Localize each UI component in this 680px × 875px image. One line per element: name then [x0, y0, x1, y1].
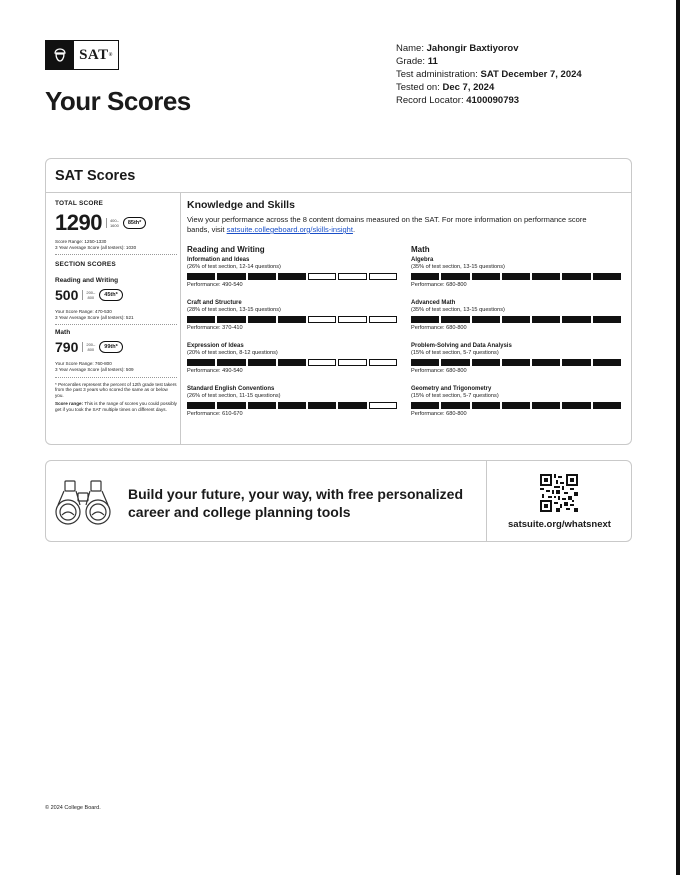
performance-bar-segment [308, 402, 336, 409]
qr-code-icon [540, 474, 578, 517]
rw-domains [187, 245, 397, 429]
planning-tools-banner [45, 460, 632, 542]
domain-performance: Performance: 610-670 [187, 411, 243, 417]
total-score-label: TOTAL SCORE [55, 200, 104, 207]
performance-bar-segment [532, 402, 560, 409]
card-divider [46, 192, 631, 193]
performance-bar [187, 402, 397, 409]
performance-bar-segment [441, 316, 469, 323]
domain-weight: (26% of test section, 12-14 questions) [187, 264, 281, 270]
section-scores-label: SECTION SCORES [55, 261, 116, 269]
domain-grid [187, 245, 627, 425]
performance-bar-segment [338, 402, 366, 409]
performance-bar-segment [593, 402, 621, 409]
performance-bar-segment [338, 316, 366, 323]
performance-bar [187, 273, 397, 280]
performance-bar-segment [278, 316, 306, 323]
performance-bar-segment [502, 316, 530, 323]
card-title: SAT Scores [55, 168, 136, 184]
performance-bar-segment [411, 316, 439, 323]
performance-bar-segment [532, 359, 560, 366]
math-domains [411, 245, 621, 429]
domain-weight: (26% of test section, 11-15 questions) [187, 393, 281, 399]
whatsnext-link[interactable]: satsuite.org/whatsnext [508, 519, 611, 530]
domain-performance: Performance: 680-800 [411, 282, 467, 288]
performance-bar-segment [411, 273, 439, 280]
math-domains-title: Math [411, 245, 430, 254]
performance-bar-segment [472, 402, 500, 409]
knowledge-skills-description: View your performance across the 8 content domains measured on the SAT. For more information on performance score bands, visit satsuite.collegeboard.org/skills-insight. [187, 215, 587, 234]
performance-bar-segment [593, 359, 621, 366]
performance-bar-segment [248, 402, 276, 409]
domain-weight: (20% of test section, 8-12 questions) [187, 350, 278, 356]
binoculars-icon [52, 477, 114, 532]
domain-weight: (35% of test section, 13-15 questions) [411, 307, 505, 313]
sat-logo [45, 40, 119, 70]
performance-bar-segment [217, 273, 245, 280]
performance-bar [411, 273, 621, 280]
performance-bar-segment [308, 359, 336, 366]
student-grade: Grade: 11 [396, 56, 438, 67]
tested-on: Tested on: Dec 7, 2024 [396, 82, 495, 93]
rw-domain-item [187, 300, 397, 343]
total-average: 3 Year Average Score (all testers): 1030 [55, 244, 137, 250]
rw-domain-item [187, 386, 397, 429]
performance-bar-segment [502, 359, 530, 366]
performance-bar-segment [308, 316, 336, 323]
total-score-scale: 400– 1600 [106, 218, 119, 228]
scores-column [55, 200, 177, 413]
domain-performance: Performance: 490-540 [187, 368, 243, 374]
performance-bar [411, 402, 621, 409]
rw-domain-item [187, 257, 397, 300]
rw-domain-item [187, 343, 397, 386]
domain-weight: (15% of test section, 5-7 questions) [411, 393, 499, 399]
performance-bar-segment [369, 402, 397, 409]
knowledge-skills-column [187, 199, 627, 425]
performance-bar-segment [187, 273, 215, 280]
performance-bar-segment [472, 316, 500, 323]
performance-bar-segment [593, 316, 621, 323]
math-score-row [55, 339, 177, 355]
performance-bar-segment [593, 273, 621, 280]
logo-wordmark: SAT ® [79, 46, 113, 63]
performance-bar-segment [562, 316, 590, 323]
math-domain-item [411, 343, 621, 386]
math-percentile-badge: 99th* [99, 341, 122, 353]
performance-bar-segment [248, 273, 276, 280]
performance-bar-segment [248, 316, 276, 323]
page-edge-bar [676, 0, 680, 875]
divider [55, 377, 177, 378]
total-score-value: 1290 [55, 210, 102, 235]
planning-tools-text: Build your future, your way, with free personalized career and college planning tools [128, 486, 464, 520]
math-domain-item [411, 300, 621, 343]
sat-scores-card [45, 158, 632, 445]
rw-score-value: 500 [55, 287, 79, 304]
rw-label: Reading and Writing [55, 277, 119, 285]
performance-bar-segment [369, 273, 397, 280]
performance-bar [187, 359, 397, 366]
domain-weight: (35% of test section, 13-15 questions) [411, 264, 505, 270]
domain-name: Standard English Conventions [187, 386, 275, 392]
performance-bar-segment [502, 402, 530, 409]
student-info [396, 42, 582, 107]
performance-bar-segment [441, 402, 469, 409]
rw-score-scale: 200– 800 [82, 290, 95, 300]
performance-bar-segment [278, 402, 306, 409]
student-name: Name: Jahongir Baxtiyorov [396, 43, 519, 54]
performance-bar-segment [187, 402, 215, 409]
performance-bar-segment [217, 359, 245, 366]
performance-bar [411, 359, 621, 366]
performance-bar-segment [187, 316, 215, 323]
domain-weight: (28% of test section, 13-15 questions) [187, 307, 281, 313]
performance-bar-segment [441, 359, 469, 366]
math-domain-list [411, 257, 621, 429]
performance-bar-segment [217, 316, 245, 323]
performance-bar-segment [411, 402, 439, 409]
performance-bar-segment [562, 359, 590, 366]
total-percentile-badge: 85th* [123, 217, 146, 229]
divider [55, 324, 177, 325]
math-average: 3 Year Average Score (all testers): 509 [55, 366, 134, 372]
performance-bar-segment [369, 359, 397, 366]
column-divider [180, 193, 181, 445]
performance-bar-segment [248, 359, 276, 366]
rw-domain-list [187, 257, 397, 429]
performance-bar-segment [308, 273, 336, 280]
performance-bar-segment [369, 316, 397, 323]
performance-bar-segment [338, 273, 366, 280]
domain-weight: (15% of test section, 5-7 questions) [411, 350, 499, 356]
performance-bar-segment [472, 273, 500, 280]
domain-name: Geometry and Trigonometry [411, 386, 492, 392]
domain-performance: Performance: 680-800 [411, 325, 467, 331]
math-label: Math [55, 329, 71, 337]
performance-bar-segment [562, 402, 590, 409]
performance-bar-segment [562, 273, 590, 280]
performance-bar-segment [441, 273, 469, 280]
domain-name: Advanced Math [411, 300, 456, 306]
score-range-note: Score range: This is the range of scores you could possibly get if you took the SAT multiple times on different days. [55, 401, 177, 412]
domain-performance: Performance: 680-800 [411, 368, 467, 374]
rw-percentile-badge: 45th* [99, 289, 122, 301]
performance-bar-segment [472, 359, 500, 366]
performance-bar-segment [217, 402, 245, 409]
performance-bar [411, 316, 621, 323]
domain-name: Problem-Solving and Data Analysis [411, 343, 512, 349]
domain-name: Information and Ideas [187, 257, 250, 263]
domain-name: Craft and Structure [187, 300, 242, 306]
performance-bar-segment [338, 359, 366, 366]
math-domain-item [411, 257, 621, 300]
test-administration: Test administration: SAT December 7, 2024 [396, 69, 582, 80]
performance-bar-segment [187, 359, 215, 366]
math-domain-item [411, 386, 621, 429]
math-score-range: Your Score Range: 760-800 [55, 361, 112, 367]
domain-performance: Performance: 490-540 [187, 282, 243, 288]
domain-performance: Performance: 680-800 [411, 411, 467, 417]
performance-bar-segment [411, 359, 439, 366]
rw-average: 3 Year Average Score (all testers): 521 [55, 314, 134, 320]
page-title: Your Scores [45, 86, 191, 116]
domain-name: Expression of Ideas [187, 343, 244, 349]
divider [55, 254, 177, 255]
total-score-range: Score Range: 1250-1330 [55, 239, 107, 244]
performance-bar [187, 316, 397, 323]
performance-bar-segment [278, 273, 306, 280]
rw-score-range: Your Score Range: 470-530 [55, 309, 112, 315]
rw-score-row [55, 287, 177, 303]
performance-bar-segment [532, 316, 560, 323]
record-locator: Record Locator: 4100090793 [396, 95, 520, 106]
math-score-scale: 200– 800 [82, 342, 95, 352]
acorn-icon [46, 41, 74, 69]
performance-bar-segment [532, 273, 560, 280]
rw-domains-title: Reading and Writing [187, 245, 265, 254]
domain-performance: Performance: 370-410 [187, 325, 243, 331]
domain-name: Algebra [411, 257, 434, 263]
performance-bar-segment [502, 273, 530, 280]
performance-bar-segment [278, 359, 306, 366]
skills-insight-link[interactable]: satsuite.collegeboard.org/skills-insight [226, 225, 353, 234]
total-score-row [55, 210, 177, 236]
math-score-value: 790 [55, 339, 79, 356]
percentile-note: * Percentiles represent the percent of 12th grade test takers from the past 3 years who scored the same as or below you. [55, 381, 177, 398]
knowledge-skills-title: Knowledge and Skills [187, 199, 295, 211]
copyright: © 2024 College Board. [45, 805, 101, 811]
